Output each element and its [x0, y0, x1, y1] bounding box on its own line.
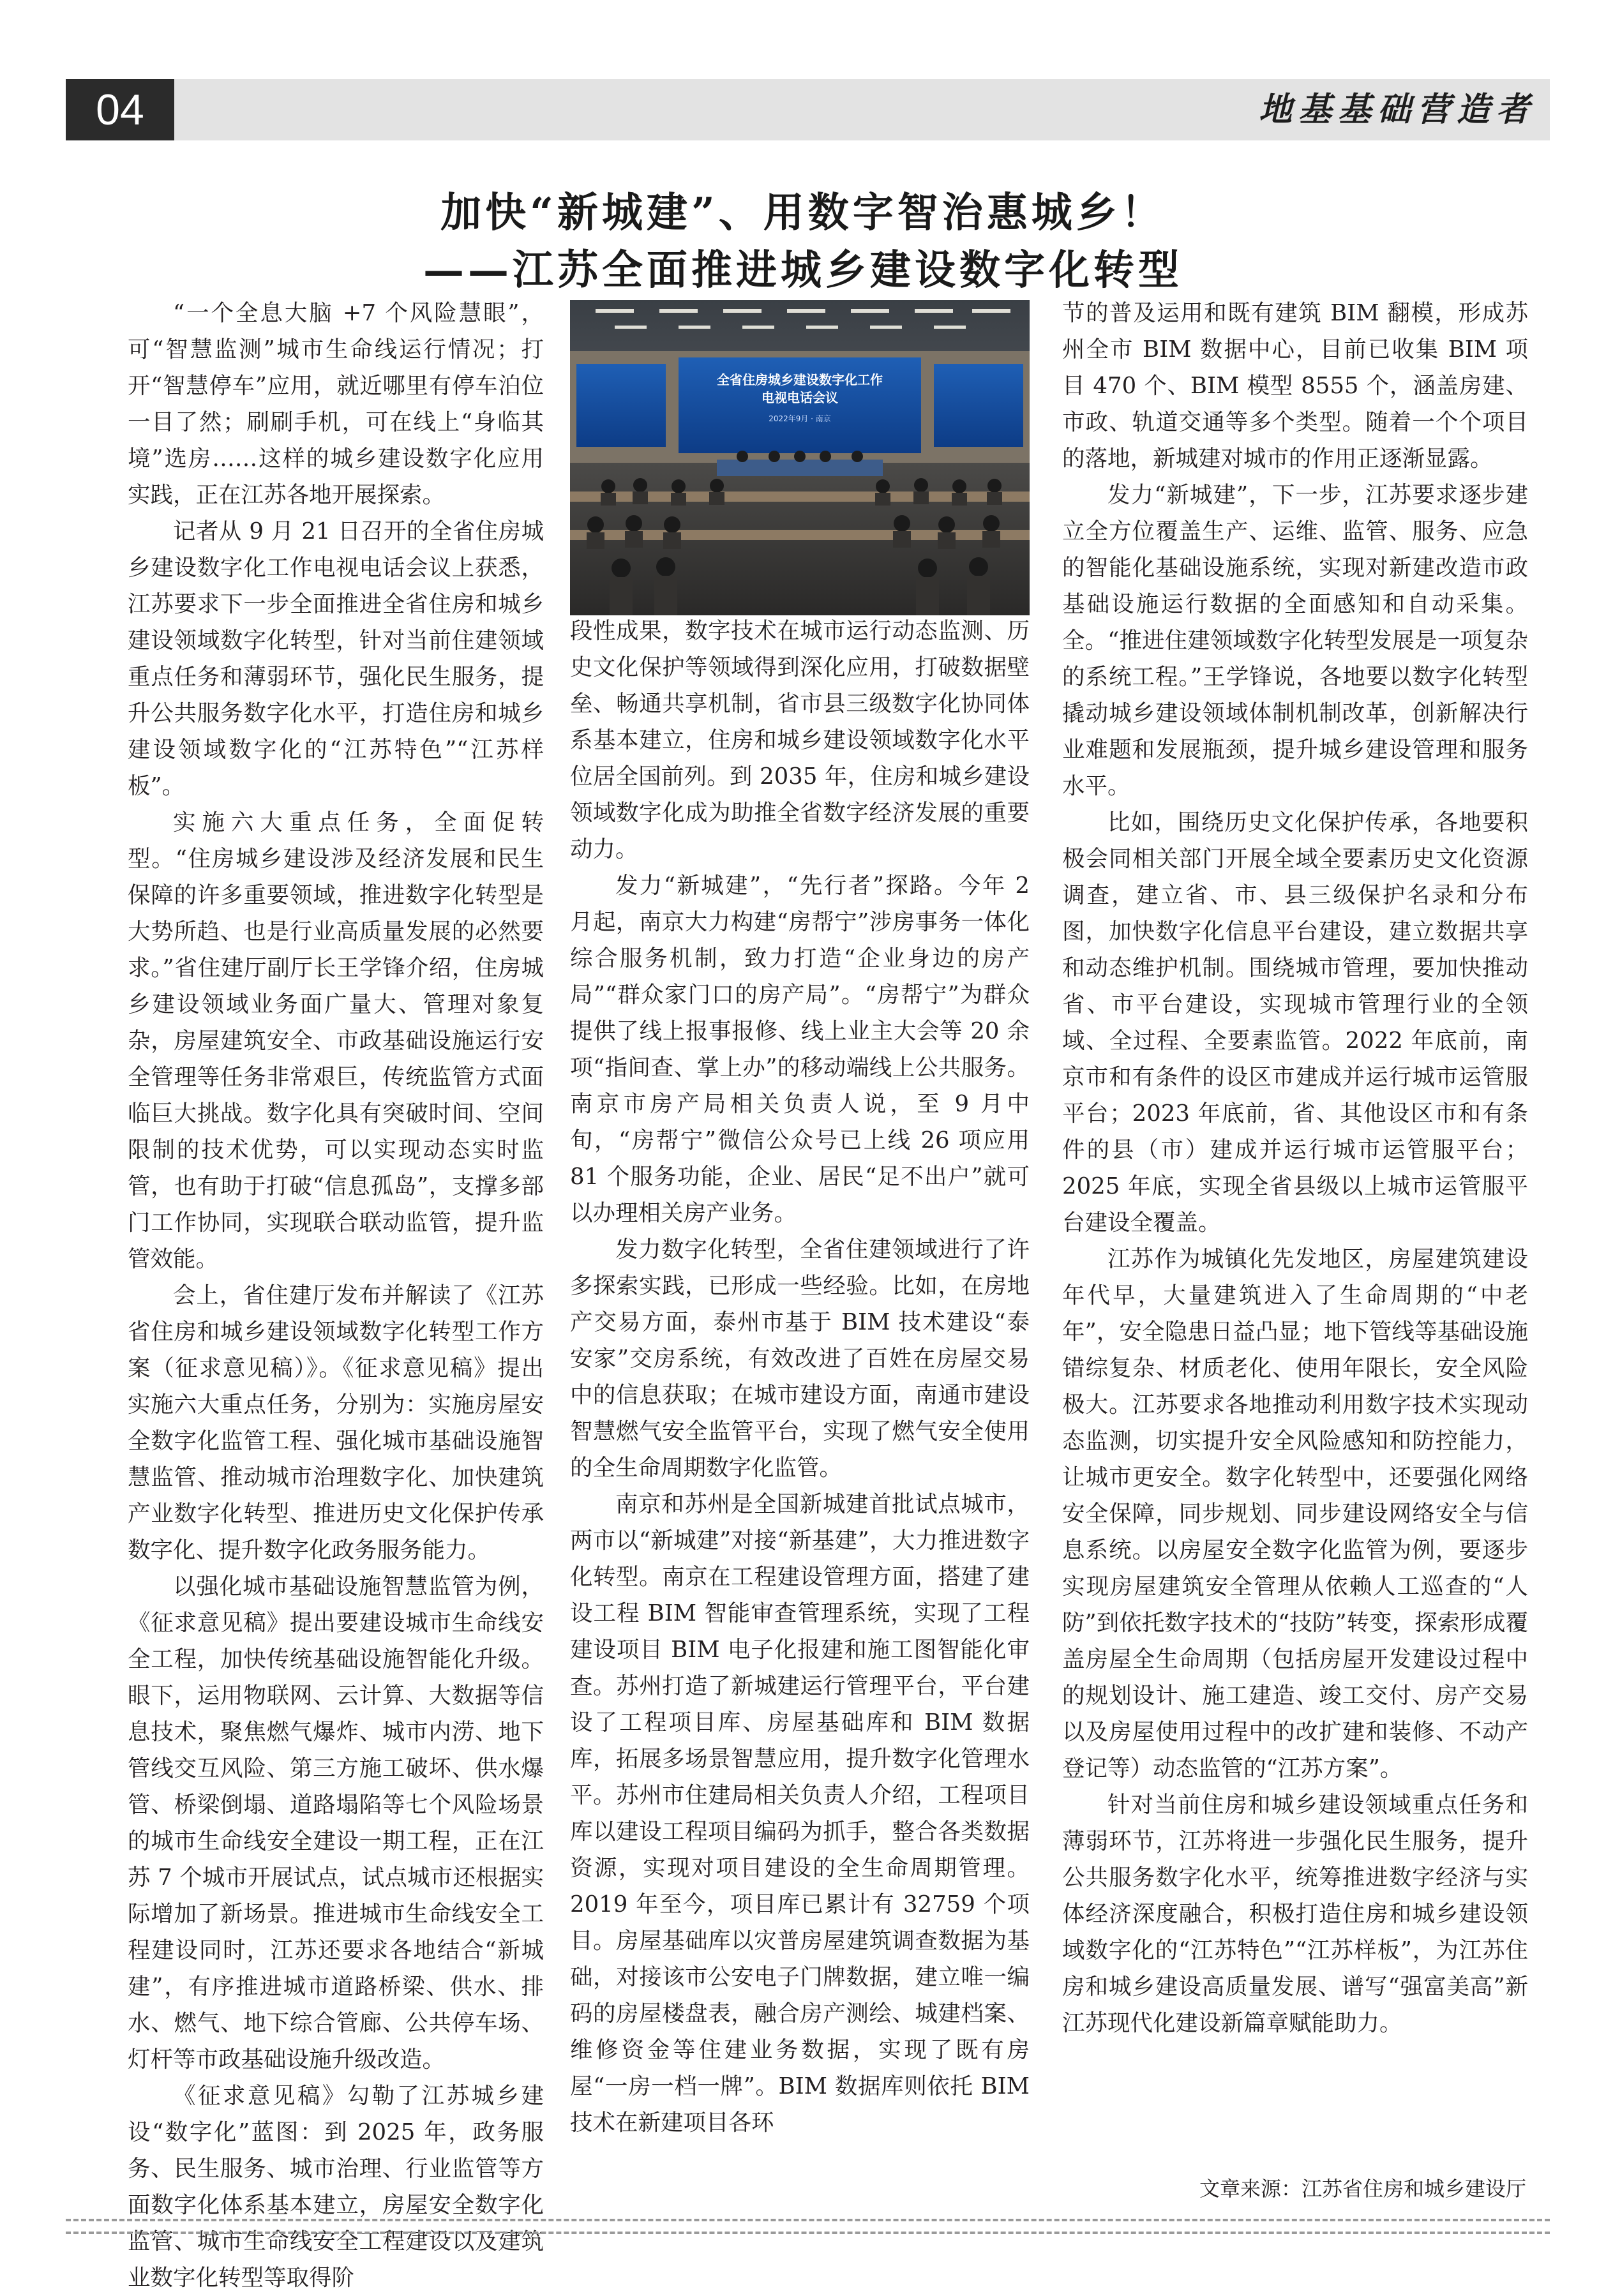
- bottom-divider: [66, 2232, 1550, 2234]
- article-source: 文章来源：江苏省住房和城乡建设厅: [1199, 2177, 1526, 2201]
- paragraph: “一个全息大脑 +7 个风险慧眼”，可“智慧监测”城市生命线运行情况；打开“智慧停车”应用，就近哪里有停车泊位一目了然；刷刷手机，可在线上“身临其境”选房……这样的城乡建设数字化应用实践，正在江苏各地开展探索。: [128, 300, 544, 508]
- paragraph: 以强化城市基础设施智慧监管为例，《征求意见稿》提出要建设城市生命线安全工程，加快传统基础设施智能化升级。眼下，运用物联网、云计算、大数据等信息技术，聚焦燃气爆炸、城市内涝、地下管线交互风险、第三方施工破坏、供水爆管、桥梁倒塌、道路塌陷等七个风险场景的城市生命线安全建设一期工程，正在江苏 7 个城市开展试点，试点城市还根据实际增加了新场景。推进城市生命线安全工程建设同时，江苏还要求各地结合“新城建”，有序推进城市道路桥梁、供水、排水、燃气、地下综合管廊、公共停车场、灯杆等市政基础设施升级改造。: [128, 1573, 544, 2073]
- paragraph: 《征求意见稿》勾勒了江苏城乡建设“数字化”蓝图：到 2025 年，政务服务、民生服务、城市治理、行业监管等方面数字化体系基本建立，房屋安全数字化监管、城市生命线安全工程建设以及建筑业数字化转型等取得阶: [128, 2083, 544, 2291]
- conference-photo-image: [570, 300, 1030, 615]
- column-2: [570, 613, 1030, 2141]
- column-3: [1062, 295, 1528, 2041]
- paragraph: 段性成果，数字技术在城市运行动态监测、历史文化保护等领域得到深化应用，打破数据壁垒、畅通共享机制，省市县三级数字化协同体系基本建立，住房和城乡建设领域数字化水平位居全国前列。到 2035 年，住房和城乡建设领域数字化成为助推全省数字经济发展的重要动力。: [570, 618, 1030, 862]
- paragraph: 会上，省住建厅发布并解读了《江苏省住房和城乡建设领域数字化转型工作方案（征求意见稿）》。《征求意见稿》提出实施六大重点任务，分别为：实施房屋安全数字化监管工程、强化城市基础设施智慧监管、推动城市治理数字化、加快建筑产业数字化转型、推进历史文化保护传承数字化、提升数字化政务服务能力。: [128, 1282, 544, 1563]
- paragraph: 发力数字化转型，全省住建领域进行了许多探索实践，已形成一些经验。比如，在房地产交易方面，泰州市基于 BIM 技术建设“泰安家”交房系统，有效改进了百姓在房屋交易中的信息获取；在城市建设方面，南通市建设智慧燃气安全监管平台，实现了燃气安全使用的全生命周期数字化监管。: [570, 1236, 1030, 1481]
- paragraph: 节的普及运用和既有建筑 BIM 翻模，形成苏州全市 BIM 数据中心，目前已收集 BIM 项目 470 个、BIM 模型 8555 个，涵盖房建、市政、轨道交通等多个类型。随着一个个项目的落地，新城建对城市的作用正逐渐显露。: [1062, 300, 1528, 472]
- paragraph: 发力“新城建”，下一步，江苏要求逐步建立全方位覆盖生产、运维、监管、服务、应急的智能化基础设施系统，实现对新建改造市政基础设施运行数据的全面感知和自动采集。全。“推进住建领域数字化转型发展是一项复杂的系统工程。”王学锋说，各地要以数字化转型撬动城乡建设领域体制机制改革，创新解决行业难题和发展瓶颈，提升城乡建设管理和服务水平。: [1062, 482, 1528, 799]
- article-subtitle: ——江苏全面推进城乡建设数字化转型: [423, 246, 1183, 294]
- paragraph: 记者从 9 月 21 日召开的全省住房城乡建设数字化工作电视电话会议上获悉，江苏要求下一步全面推进全省住房和城乡建设领域数字化转型，针对当前住建领域重点任务和薄弱环节，强化民生服务，提升公共服务数字化水平，打造住房和城乡建设领域数字化的“江苏特色”“江苏样板”。: [128, 518, 544, 799]
- article-title: 加快“新城建”、用数字智治惠城乡！: [440, 189, 1166, 237]
- publication-name: 地基基础营造者: [1258, 90, 1536, 129]
- screen-title-1: 全省住房城乡建设数字化工作: [717, 372, 883, 387]
- column-1: [128, 295, 544, 2296]
- paragraph: 针对当前住房和城乡建设领域重点任务和薄弱环节，江苏将进一步强化民生服务，提升公共服务数字化水平，统筹推进数字经济与实体经济深度融合，积极打造住房和城乡建设领域数字化的“江苏特色”“江苏样板”，为江苏住房和城乡建设高质量发展、谱写“强富美高”新江苏现代化建设新篇章赋能助力。: [1062, 1792, 1528, 2036]
- paragraph: 发力“新城建”，“先行者”探路。今年 2 月起，南京大力构建“房帮宁”涉房事务一体化综合服务机制，致力打造“企业身边的房产局”“群众家门口的房产局”。“房帮宁”为群众提供了线上报事报修、线上业主大会等 20 余项“指间查、掌上办”的移动端线上公共服务。南京市房产局相关负责人说，至 9 月中旬，“房帮宁”微信公众号已上线 26 项应用 81 个服务功能，企业、居民“足不出户”就可以办理相关房产业务。: [570, 873, 1030, 1226]
- screen-title-2: 电视电话会议: [762, 390, 838, 405]
- paragraph: 南京和苏州是全国新城建首批试点城市，两市以“新城建”对接“新基建”，大力推进数字化转型。南京在工程建设管理方面，搭建了建设工程 BIM 智能审查管理系统，实现了工程建设项目 BIM 电子化报建和施工图智能化审查。苏州打造了新城建运行管理平台，平台建设了工程项目库、房屋基础库和 BIM 数据库，拓展多场景智慧应用，提升数字化管理水平。苏州市住建局相关负责人介绍，工程项目库以建设工程项目编码为抓手，整合各类数据资源，实现对项目建设的全生命周期管理。2019 年至今，项目库已累计有 32759 个项目。房屋基础库以灾普房屋建筑调查数据为基础，对接该市公安电子门牌数据，建立唯一编码的房屋楼盘表，融合房产测绘、城建档案、维修资金等住建业务数据，实现了既有房屋“一房一档一牌”。BIM 数据库则依托 BIM 技术在新建项目各环: [570, 1491, 1030, 2136]
- paragraph: 江苏作为城镇化先发地区，房屋建筑建设年代早，大量建筑进入了生命周期的“中老年”，安全隐患日益凸显；地下管线等基础设施错综复杂、材质老化、使用年限长，安全风险极大。江苏要求各地推动利用数字技术实现动态监测，切实提升安全风险感知和防控能力，让城市更安全。数字化转型中，还要强化网络安全保障，同步规划、同步建设网络安全与信息系统。以房屋安全数字化监管为例，要逐步实现房屋建筑安全管理从依赖人工巡查的“人防”到依托数字技术的“技防”转变，探索形成覆盖房屋全生命周期（包括房屋开发建设过程中的规划设计、施工建造、竣工交付、房产交易以及房屋使用过程中的改扩建和装修、不动产登记等）动态监管的“江苏方案”。: [1062, 1246, 1528, 1782]
- conference-photo: [570, 300, 1030, 615]
- paragraph: 比如，围绕历史文化保护传承，各地要积极会同相关部门开展全域全要素历史文化资源调查，建立省、市、县三级保护名录和分布图，加快数字化信息平台建设，建立数据共享和动态维护机制。围绕城市管理，要加快推动省、市平台建设，实现城市管理行业的全领域、全过程、全要素监管。2022 年底前，南京市和有条件的设区市建成并运行城市运管服平台；2023 年底前，省、其他设区市和有条件的县（市）建成并运行城市运管服平台；2025 年底，实现全省县级以上城市运管服平台建设全覆盖。: [1062, 809, 1528, 1236]
- page-number: 04: [66, 79, 174, 140]
- paragraph: 实施六大重点任务，全面促转型。“住房城乡建设涉及经济发展和民生保障的许多重要领域，推进数字化转型是大势所趋、也是行业高质量发展的必然要求。”省住建厅副厅长王学锋介绍，住房城乡建设领域业务面广量大、管理对象复杂，房屋建筑安全、市政基础设施运行安全管理等任务非常艰巨，传统监管方式面临巨大挑战。数字化具有突破时间、空间限制的技术优势，可以实现动态实时监管，也有助于打破“信息孤岛”，支撑多部门工作协同，实现联合联动监管，提升监管效能。: [128, 809, 544, 1272]
- bottom-divider: [66, 2219, 1550, 2221]
- screen-date: 2022年9月 · 南京: [769, 414, 831, 423]
